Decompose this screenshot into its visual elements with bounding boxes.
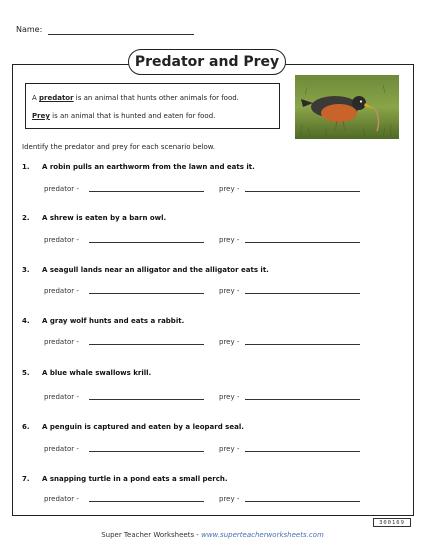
prey-label-2: prey -	[219, 236, 240, 244]
worksheet-title: Predator and Prey	[128, 49, 286, 75]
prey-answer-7[interactable]	[245, 501, 360, 502]
prey-answer-5[interactable]	[245, 399, 360, 400]
prey-label-7: prey -	[219, 495, 240, 503]
prey-answer-3[interactable]	[245, 293, 360, 294]
question-6: 6. A penguin is captured and eaten by a leopard seal.	[22, 423, 244, 431]
predator-answer-3[interactable]	[89, 293, 204, 294]
worksheet-code: 300169	[373, 518, 411, 527]
predator-definition: A predator is an animal that hunts other animals for food.	[32, 94, 239, 102]
prey-definition: Prey is an animal that is hunted and eaten for food.	[32, 112, 216, 120]
predator-label-7: predator -	[44, 495, 79, 503]
predator-label-3: predator -	[44, 287, 79, 295]
question-2: 2. A shrew is eaten by a barn owl.	[22, 214, 167, 222]
footer	[0, 531, 425, 539]
footer-url[interactable]: www.superteacherworksheets.com	[201, 531, 324, 539]
question-4: 4. A gray wolf hunts and eats a rabbit.	[22, 317, 185, 325]
question-5: 5. A blue whale swallows krill.	[22, 369, 152, 377]
predator-answer-5[interactable]	[89, 399, 204, 400]
predator-label-6: predator -	[44, 445, 79, 453]
predator-label-4: predator -	[44, 338, 79, 346]
instructions: Identify the predator and prey for each scenario below.	[22, 143, 216, 151]
prey-answer-6[interactable]	[245, 451, 360, 452]
definition-box	[25, 83, 280, 129]
robin-photo	[295, 75, 399, 139]
predator-answer-4[interactable]	[89, 344, 204, 345]
predator-answer-1[interactable]	[89, 191, 204, 192]
predator-label-5: predator -	[44, 393, 79, 401]
predator-answer-7[interactable]	[89, 501, 204, 502]
predator-answer-2[interactable]	[89, 242, 204, 243]
prey-label-5: prey -	[219, 393, 240, 401]
prey-answer-1[interactable]	[245, 191, 360, 192]
prey-label-4: prey -	[219, 338, 240, 346]
name-field[interactable]	[48, 34, 194, 35]
question-7: 7. A snapping turtle in a pond eats a small perch.	[22, 475, 228, 483]
name-label: Name:	[16, 25, 43, 34]
predator-label-1: predator -	[44, 185, 79, 193]
predator-label-2: predator -	[44, 236, 79, 244]
question-1: 1. A robin pulls an earthworm from the lawn and eats it.	[22, 163, 255, 171]
question-3: 3. A seagull lands near an alligator and the alligator eats it.	[22, 266, 269, 274]
prey-label-3: prey -	[219, 287, 240, 295]
predator-term: predator	[39, 94, 74, 102]
prey-term: Prey	[32, 112, 50, 120]
prey-answer-2[interactable]	[245, 242, 360, 243]
prey-label-1: prey -	[219, 185, 240, 193]
predator-answer-6[interactable]	[89, 451, 204, 452]
prey-answer-4[interactable]	[245, 344, 360, 345]
prey-label-6: prey -	[219, 445, 240, 453]
footer-brand: Super Teacher Worksheets -	[101, 531, 202, 539]
